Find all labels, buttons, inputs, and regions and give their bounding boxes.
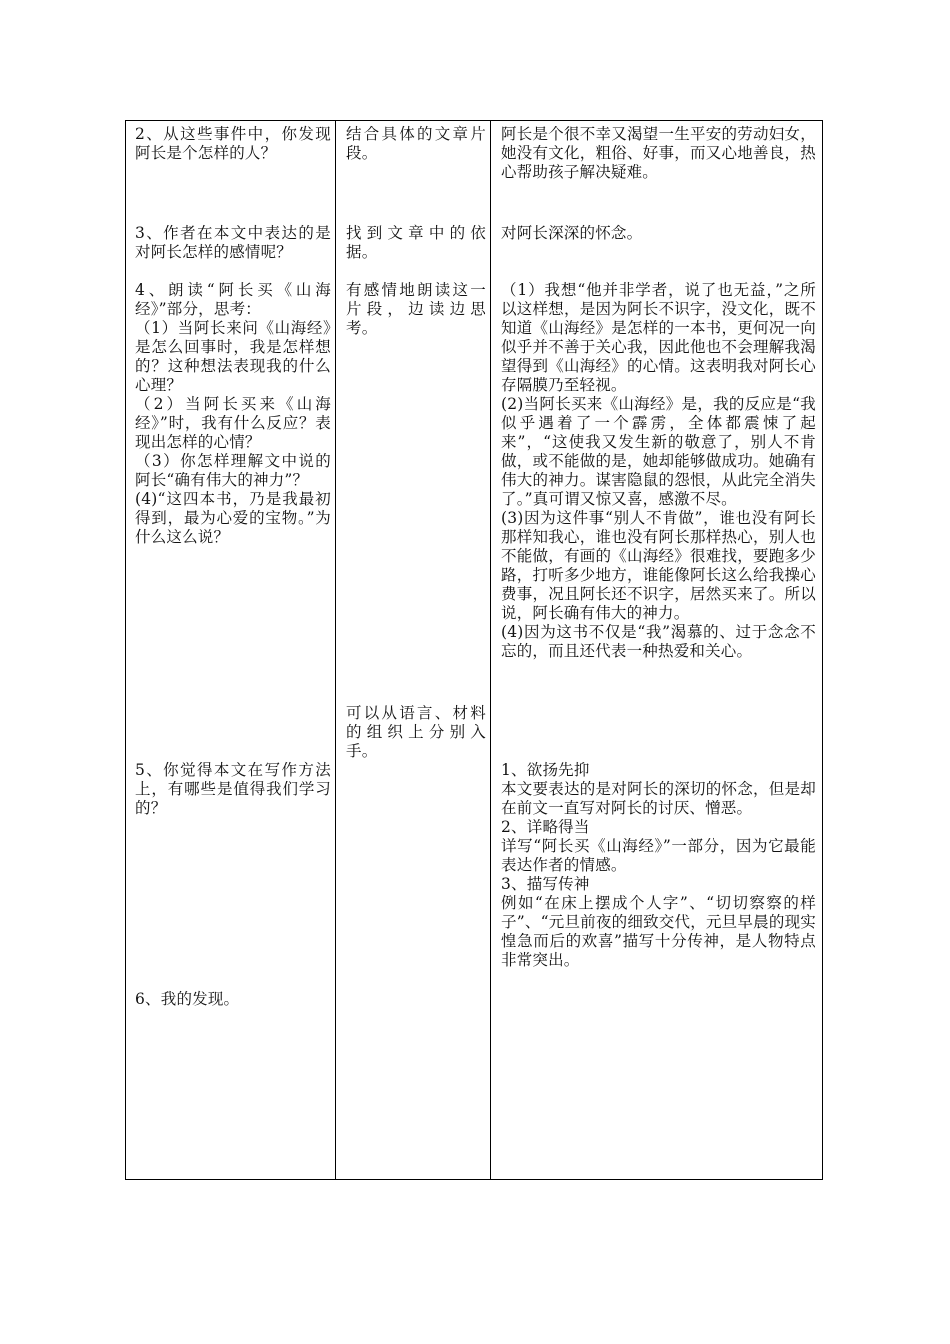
answer-4-part-3: (3)因为这件事“别人不肯做”，谁也没有阿长那样知我心，谁也没有阿长那样热心，别人也不能做，有画的《山海经》很难找，要跑多少路，打听多少地方，谁能像阿长这么给我操心费事，况且阿长还不识字，居然买来了。所以说，阿长确有伟大的神力。 (501, 509, 816, 622)
study-table (125, 120, 823, 1180)
guidance-2: 结合具体的文章片段。 (346, 125, 486, 162)
question-3: 3、作者在本文中表达的是对阿长怎样的感情呢？ (135, 224, 331, 261)
guidance-5: 可以从语言、材料的组织上分别入手。 (346, 704, 486, 760)
question-6: 6、我的发现。 (135, 990, 240, 1008)
question-4 (135, 281, 331, 547)
answer-4-part-2: (2)当阿长买来《山海经》是，我的反应是“我似乎遇着了一个霹雳，全体都震悚了起来”，“这使我又发生新的敬意了，别人不肯做，或不能做的是，她却能够做成功。她确有伟大的神力。谋害隐鼠的怨恨，从此完全消失了。”真可谓又惊又喜，感激不尽。 (501, 395, 816, 508)
question-4-sub-3: （3）你怎样理解文中说的阿长“确有伟大的神力”？ (135, 452, 331, 489)
answer-5-text-1: 本文要表达的是对阿长的深切的怀念，但是却在前文一直写对阿长的讨厌、憎恶。 (501, 780, 816, 817)
question-4-intro: 4、朗读“阿长买《山海经》”部分，思考： (135, 281, 331, 318)
answer-4-part-4: (4)因为这书不仅是“我”渴慕的、过于念念不忘的，而且还代表一种热爱和关心。 (501, 623, 816, 660)
question-4-sub-1: （1）当阿长来问《山海经》是怎么回事时，我是怎样想的？这种想法表现我的什么心理？ (135, 319, 331, 394)
column-divider (490, 121, 491, 1179)
guidance-3: 找到文章中的依据。 (346, 224, 486, 261)
column-divider (335, 121, 336, 1179)
answer-2: 阿长是个很不幸又渴望一生平安的劳动妇女，她没有文化，粗俗、好事，而又心地善良，热心帮助孩子解决疑难。 (501, 125, 816, 181)
question-4-sub-2: （2）当阿长买来《山海经》”时，我有什么反应？表现出怎样的心情？ (135, 395, 331, 451)
answer-5-heading-3: 3、描写传神 (501, 875, 590, 893)
answer-5 (501, 761, 816, 970)
answer-4-part-1: （1）我想“他并非学者，说了也无益，”之所以这样想，是因为阿长不识字，没文化，既不知道《山海经》是怎样的一本书，更何况一向似乎并不善于关心我，因此他也不会理解我渴望得到《山海经》的心情。这表明我对阿长心存隔膜乃至轻视。 (501, 281, 816, 394)
answer-5-heading-2: 2、详略得当 (501, 818, 590, 836)
answer-4 (501, 281, 816, 661)
answer-5-text-3: 例如“在床上摆成个人字”、“切切察察的样子”、“元旦前夜的细致交代，元旦早晨的现实惶急而后的欢喜”描写十分传神，是人物特点非常突出。 (501, 894, 816, 969)
guidance-4: 有感情地朗读这一片段，边读边思考。 (346, 281, 486, 337)
answer-3: 对阿长深深的怀念。 (501, 224, 643, 242)
question-2: 2、从这些事件中，你发现阿长是个怎样的人？ (135, 125, 331, 162)
question-4-sub-4: (4)“这四本书，乃是我最初得到，最为心爱的宝物。”为什么这么说？ (135, 490, 331, 546)
question-5: 5、你觉得本文在写作方法上，有哪些是值得我们学习的？ (135, 761, 331, 817)
answer-5-text-2: 详写“阿长买《山海经》”一部分，因为它最能表达作者的情感。 (501, 837, 816, 874)
answer-5-heading-1: 1、欲扬先抑 (501, 761, 590, 779)
